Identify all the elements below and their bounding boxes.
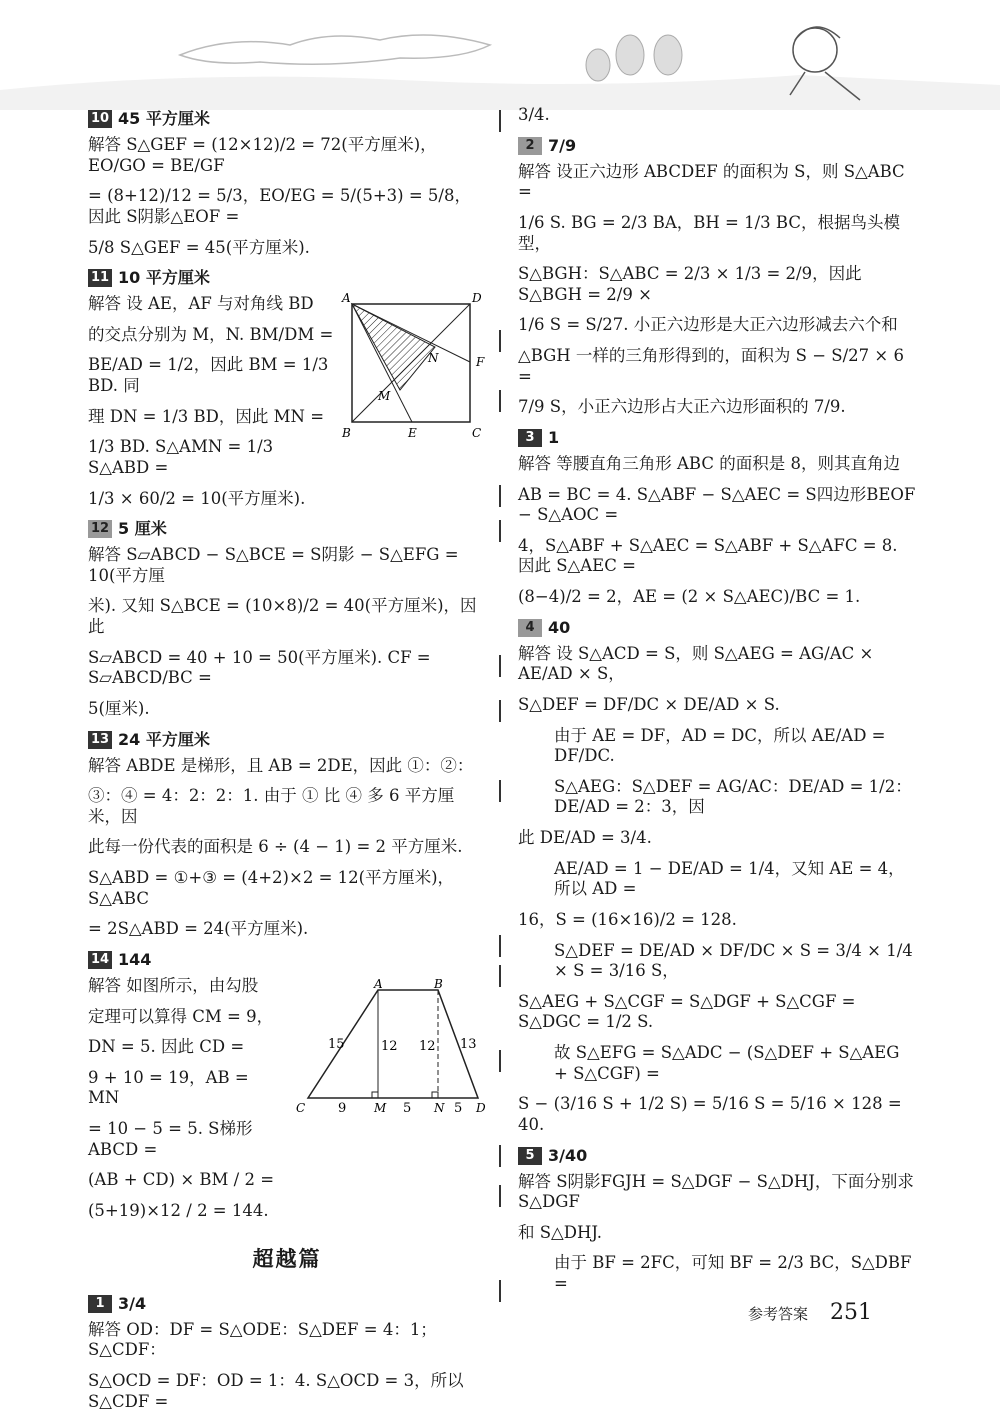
solution-line: 故 S△EFG = S△ADC − (S△DEF + S△AEG + S△CGF) = (554, 1043, 900, 1083)
label: F (476, 355, 485, 370)
page-footer (748, 1300, 872, 1325)
answer: 1 (548, 427, 560, 447)
solution-line: 和 S△DHJ. (518, 1222, 602, 1242)
solution-line: 米). 又知 S△BCE = (10×8)/2 = 40(平方厘米)，因此 (88, 596, 477, 636)
solution-line: DN = 5. 因此 CD = (88, 1037, 245, 1057)
solution-line: 的交点分别为 M，N. BM/DM = (88, 324, 334, 344)
solution-line: = 2S△ABD = 24(平方厘米). (88, 919, 309, 939)
solution-line: (5+19)×12 / 2 = 144. (88, 1200, 269, 1220)
beyond-question-4 (518, 618, 916, 1136)
solution-line: AB = BC = 4. S△ABF − S△AEC = S四边形BEOF − S△AOC = (518, 484, 916, 525)
question-number: 10 (88, 110, 112, 128)
trapezoid-figure (288, 978, 488, 1118)
answer: 24 平方厘米 (118, 729, 210, 749)
solution-line: S△ABD = ①+③ = (4+2)×2 = 12(平方厘米)，S△ABC (88, 868, 455, 908)
label: N (428, 351, 439, 366)
solution-line: 由于 AE = DF，AD = DC，所以 AE/AD = DF/DC. (554, 725, 886, 766)
solution-line: △BGH 一样的三角形得到的，面积为 S − S/27 × 6 = (518, 346, 904, 386)
solution-line: 此每一份代表的面积是 6 ÷ (4 − 1) = 2 平方厘米. (88, 837, 463, 857)
solution-line: AE/AD = 1 − DE/AD = 1/4，又知 AE = 4，所以 AD = (554, 858, 905, 899)
solution-line: 定理可以算得 CM = 9， (88, 1006, 274, 1026)
solution-line: 此 DE/AD = 3/4. (518, 828, 652, 847)
solution-line: 9 + 10 = 19，AB = MN (88, 1067, 249, 1108)
tree-icon (586, 35, 682, 81)
label: M (374, 1100, 387, 1115)
question-number: 2 (518, 137, 542, 155)
solution-line: 16，S = (16×16)/2 = 128. (518, 909, 737, 929)
beyond-question-3 (518, 428, 916, 608)
solution-line: S△BGH：S△ABC = 2/3 × 1/3 = 2/9，因此 S△BGH = 2/9 × (518, 264, 862, 304)
page-number: 251 (830, 1300, 873, 1325)
solution-line: S△AEG：S△DEF = AG/AC：DE/AD = 1/2：DE/AD = 2：3，因 (554, 776, 912, 817)
question-number: 5 (518, 1147, 542, 1165)
header-decoration (0, 0, 1000, 110)
label: 12 (419, 1038, 436, 1054)
label: 12 (381, 1038, 398, 1054)
solution-line: (8−4)/2 = 2，AE = (2 × S△AEC)/BC = 1. (518, 587, 861, 606)
label: C (296, 1100, 306, 1115)
label: 13 (460, 1036, 477, 1052)
solution-line: S△AEG + S△CGF = S△DGF + S△CGF = S△DGC = 1/2 S. (518, 991, 856, 1032)
solution-line: 解答 设 S△ACD = S，则 S△AEG = AG/AC × AE/AD × S， (518, 643, 874, 684)
question-number: 1 (88, 1295, 112, 1313)
label: 9 (338, 1100, 347, 1116)
label: D (476, 1100, 486, 1115)
label: A (374, 977, 383, 991)
question-13 (88, 730, 486, 940)
solution-line: 解答 S△GEF = (12×12)/2 = 72(平方厘米)，EO/GO = BE/GF (88, 135, 437, 175)
solution-line: 解答 如图所示，由勾股 (88, 975, 259, 995)
solution-line: 解答 等腰直角三角形 ABC 的面积是 8，则其直角边 (518, 453, 900, 473)
question-11 (88, 268, 486, 509)
solution-line: 4，S△ABF + S△AEC = S△ABF + S△AFC = 8. 因此 S△AEC = (518, 535, 898, 576)
square-figure (340, 292, 490, 442)
question-number: 3 (518, 429, 542, 447)
answer: 10 平方厘米 (118, 268, 210, 288)
label: A (342, 292, 351, 306)
label: B (342, 426, 351, 441)
solution-line: (AB + CD) × BM / 2 = (88, 1170, 275, 1190)
answer: 144 (118, 949, 152, 969)
solution-line: 1/6 S. BG = 2/3 BA，BH = 1/3 BC，根据鸟头模型， (518, 212, 900, 253)
section-title: 超越篇 (252, 1246, 322, 1271)
label: M (378, 389, 391, 404)
question-14 (88, 950, 486, 1222)
solution-line: 5/8 S△GEF = 45(平方厘米). (88, 237, 310, 257)
solution-line: S − (3/16 S + 1/2 S) = 5/16 S = 5/16 × 128 = 40. (518, 1094, 902, 1134)
question-number: 13 (88, 731, 112, 749)
solution-line: 解答 ABDE 是梯形，且 AB = 2DE，因此 ①：②： (88, 755, 474, 775)
solution-line: ③：④ = 4：2：2：1. 由于 ① 比 ④ 多 6 平方厘米，因 (88, 786, 455, 826)
answer: 7/9 (548, 135, 577, 155)
label: N (434, 1100, 445, 1115)
answer: 40 (548, 617, 571, 637)
solution-line: 1/3 × 60/2 = 10(平方厘米). (88, 488, 306, 508)
beyond-question-2 (518, 136, 916, 418)
answer: 3/40 (548, 1145, 588, 1165)
solution-line: 由于 BF = 2FC，可知 BF = 2/3 BC，S△DBF = (554, 1253, 912, 1293)
label: B (434, 977, 443, 991)
solution-line: 解答 S阴影FGJH = S△DGF − S△DHJ，下面分别求 S△DGF (518, 1171, 914, 1212)
question-12 (88, 519, 486, 719)
solution-line: 解答 设 AE，AF 与对角线 BD (88, 294, 314, 314)
question-10 (88, 109, 486, 258)
label: D (472, 292, 482, 306)
label: 15 (328, 1036, 345, 1052)
solution-line: S△OCD = DF：OD = 1：4. S△OCD = 3，所以 S△CDF = (88, 1371, 464, 1411)
solution-line: 解答 设正六边形 ABCDEF 的面积为 S，则 S△ABC = (518, 161, 905, 202)
beyond-question-1 (88, 1294, 486, 1413)
question-number: 12 (88, 520, 112, 538)
label: 5 (454, 1100, 463, 1116)
solution-line: 1/3 BD. S△AMN = 1/3 S△ABD = (88, 437, 274, 477)
solution-line: S△DEF = DE/AD × DF/DC × S = 3/4 × 1/4 × S = 3/16 S， (554, 940, 913, 981)
solution-line: 5(厘米). (88, 698, 150, 718)
left-column (88, 105, 486, 1422)
footer-label: 参考答案 (748, 1305, 809, 1323)
solution-line: 1/6 S = S/27. 小正六边形是大正六边形减去六个和 (518, 315, 898, 335)
solution-line: 理 DN = 1/3 BD，因此 MN = (88, 406, 325, 426)
label: E (408, 426, 417, 441)
solution-line: S▱ABCD = 40 + 10 = 50(平方厘米). CF = S▱ABCD/BC = (88, 647, 431, 688)
question-number: 14 (88, 951, 112, 969)
label: C (472, 426, 482, 441)
answer: 45 平方厘米 (118, 109, 210, 128)
question-number: 4 (518, 619, 542, 637)
solution-line: 7/9 S，小正六边形占大正六边形面积的 7/9. (518, 397, 846, 417)
solution-line: 解答 S▱ABCD − S△BCE = S阴影 − S△EFG = 10(平方厘 (88, 545, 459, 585)
answer: 5 厘米 (118, 519, 167, 539)
right-column (518, 105, 916, 1305)
answer: 3/4 (118, 1293, 147, 1313)
question-number: 11 (88, 269, 112, 287)
solution-line: = 10 − 5 = 5. S梯形ABCD = (88, 1119, 253, 1159)
solution-continuation: 3/4. (518, 105, 550, 124)
solution-line: S△DEF = DF/DC × DE/AD × S. (518, 694, 780, 714)
solution-line: BE/AD = 1/2，因此 BM = 1/3 BD. 同 (88, 355, 329, 395)
solution-line: = (8+12)/12 = 5/3，EO/EG = 5/(5+3) = 5/8，因此 S阴影△EOF = (88, 186, 471, 226)
beyond-question-5 (518, 1146, 916, 1295)
label: 5 (403, 1100, 412, 1116)
solution-line: 解答 OD：DF = S△ODE：S△DEF = 4：1；S△CDF： (88, 1319, 437, 1360)
